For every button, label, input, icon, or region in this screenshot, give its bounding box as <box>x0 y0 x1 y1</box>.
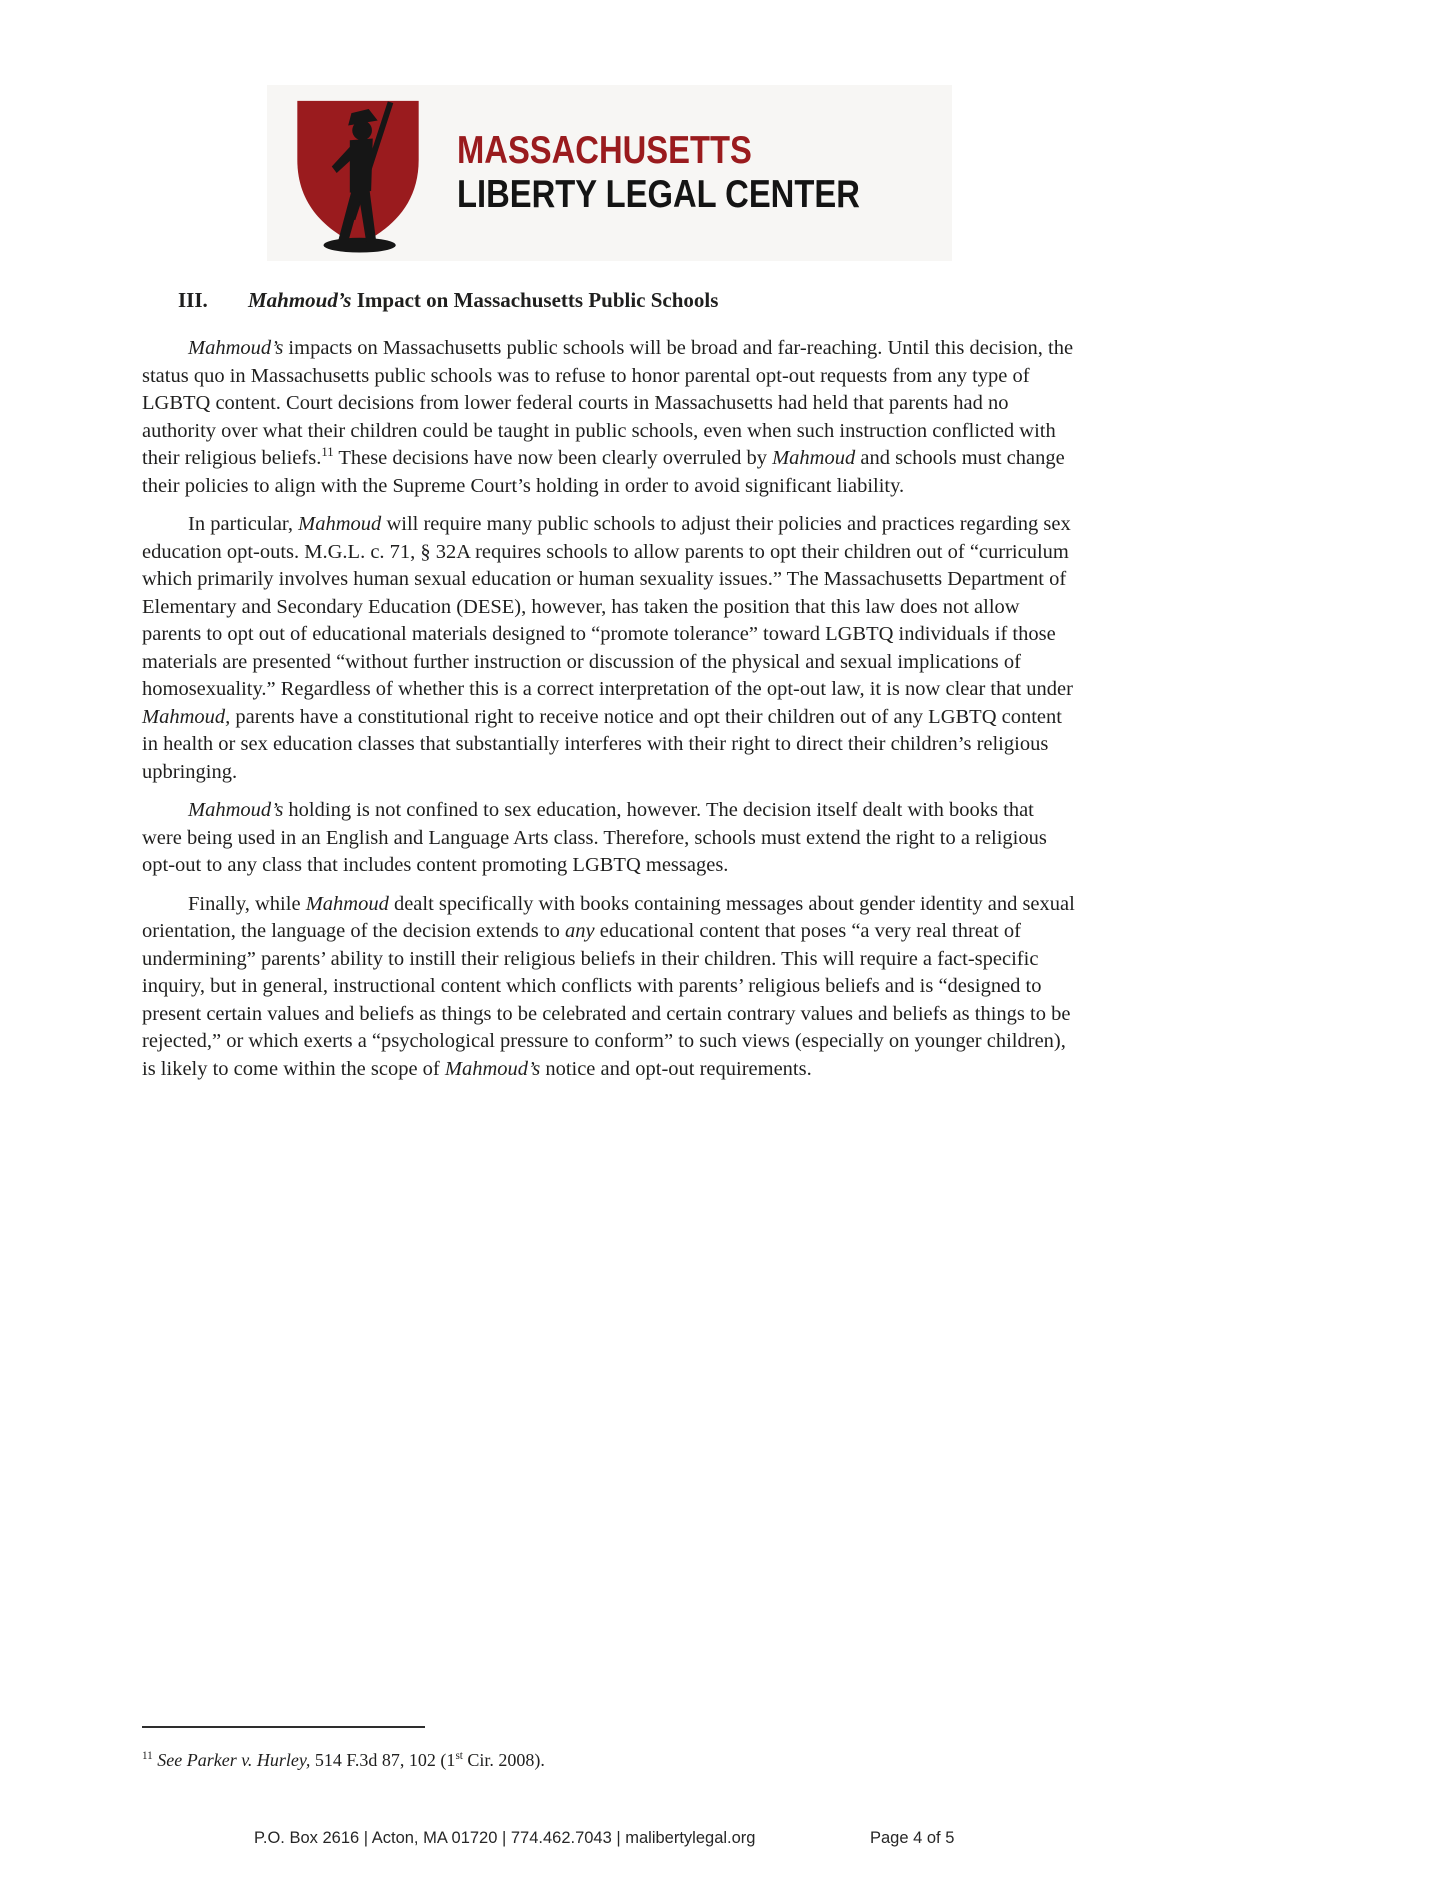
text-run: any <box>564 920 595 942</box>
footnote-area <box>142 1726 1077 1772</box>
paragraph-4 <box>142 891 1077 1084</box>
footnote-text <box>142 1748 1077 1772</box>
section-heading <box>142 286 1077 314</box>
text-run: impacts on Massachusetts public schools will be broad and far-reaching. Until this decision, the status quo in Massachusetts public schools was to refuse to honor parental opt-out requests from any type of LGBTQ content. Court decisions from lower federal courts in Massachusetts had held that parents had no authority over what their children could be taught in public schools, even when such instruction conflicted with their religious beliefs. <box>142 337 1074 469</box>
text-run: Finally, while <box>188 892 306 915</box>
text-run: These decisions have now been clearly overruled by <box>333 447 773 469</box>
section-title <box>248 288 718 312</box>
text-run: dealt specifically with books containing messages about gender identity and sexual orientation, the language of the decision extends to <box>142 892 1075 942</box>
logo-text <box>457 129 937 217</box>
text-run: Mahmoud <box>772 447 856 469</box>
minuteman-shield-icon <box>283 91 433 255</box>
text-run: Mahmoud’s <box>188 337 284 359</box>
text-run: 11 <box>321 445 334 460</box>
page-number: Page 4 of 5 <box>870 1829 955 1847</box>
text-run: See Parker v. Hurley, <box>157 1750 311 1770</box>
text-run: educational content that poses “a very real threat of undermining” parents’ ability to instill their religious beliefs in their children. This will require a fact-specific inquiry, but in general, instructional content which conflicts with parents’ religious beliefs and is “designed to present certain values and beliefs as things to be celebrated and certain contrary values and beliefs as things to be rejected,” or which exerts a “psychological pressure to conform” to such views (especially on younger children), is likely to come within the scope of <box>142 920 1071 1080</box>
footnote-separator <box>142 1726 425 1728</box>
section-title-case-name: Mahmoud’s <box>248 288 352 312</box>
text-run: 11 <box>142 1750 153 1762</box>
logo-org-name-bottom: LIBERTY LEGAL CENTER <box>456 173 860 216</box>
text-run: st <box>455 1750 463 1762</box>
text-run: Mahmoud, <box>142 705 231 728</box>
document-body <box>142 286 1077 1094</box>
text-run: will require many public schools to adjust their policies and practices regarding sex education opt-outs. M.G.L. c. 71, § 32A requires schools to allow parents to opt their children out of “curriculum which primarily involves human sexual education or human sexuality issues.” The Massachusetts Department of Elementary and Secondary Education (DESE), however, has taken the position that this law does not allow parents to opt out of educational materials designed to “promote tolerance” toward LGBTQ individuals if those materials are presented “without further instruction or discussion of the physical and sexual implications of homosexuality.” Regardless of whether this is a correct interpretation of the opt-out law, it is now clear that under <box>142 513 1073 700</box>
paragraph-2 <box>142 511 1077 786</box>
paragraph-1 <box>142 335 1077 500</box>
footer-contact-info: P.O. Box 2616 | Acton, MA 01720 | 774.462.7043 | malibertylegal.org <box>254 1829 756 1847</box>
text-run: Mahmoud <box>298 513 382 535</box>
text-run: Cir. 2008). <box>462 1750 545 1770</box>
logo <box>267 85 953 261</box>
text-run: parents have a constitutional right to receive notice and opt their children out of any LGBTQ content in health or sex education classes that substantially interferes with their right to direct their children’s religious upbringing. <box>142 705 1062 783</box>
text-run: holding is not confined to sex education, however. The decision itself dealt with books that were being used in an English and Language Arts class. Therefore, schools must extend the right to a religious opt-out to any class that includes content promoting LGBTQ messages. <box>142 799 1047 876</box>
text-run: In particular, <box>188 513 299 535</box>
section-number: III. <box>178 288 208 312</box>
page-footer <box>142 1829 1077 1853</box>
text-run: Mahmoud’s <box>444 1057 541 1080</box>
text-run: 514 F.3d 87, 102 (1 <box>310 1750 456 1770</box>
paragraph-3 <box>142 797 1077 880</box>
text-run: Mahmoud <box>305 892 389 915</box>
text-run: and schools must change their policies to align with the Supreme Court’s holding in order to avoid significant liability. <box>142 447 1065 497</box>
text-run: Mahmoud’s <box>188 799 284 821</box>
section-title-rest: Impact on Massachusetts Public Schools <box>351 288 719 312</box>
logo-org-name-top: MASSACHUSETTS <box>456 129 752 172</box>
letterhead <box>142 85 1077 261</box>
text-run: notice and opt-out requirements. <box>540 1057 812 1080</box>
